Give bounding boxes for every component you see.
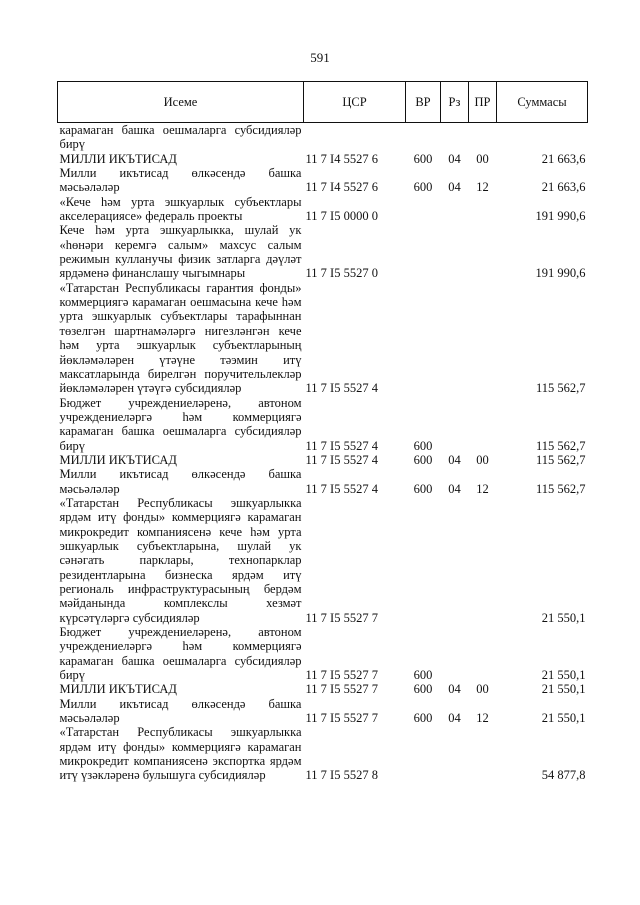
row-code xyxy=(304,123,406,152)
row-vr: 600 xyxy=(413,711,433,726)
row-rz xyxy=(441,223,469,280)
table-row xyxy=(58,467,588,496)
page-number: 591 xyxy=(310,50,330,65)
row-sum: 115 562,7 xyxy=(535,481,586,496)
row-rz xyxy=(441,396,469,453)
row-rz xyxy=(441,496,469,625)
row-pr xyxy=(469,625,497,682)
row-name: Милли икътисад өлкәсендә башка мәсьәләләр xyxy=(59,696,302,726)
table-row xyxy=(58,496,588,625)
row-name: МИЛЛИ ИКЪТИСАД xyxy=(59,151,177,166)
row-sum: 21 550,1 xyxy=(541,711,586,726)
row-sum: 115 562,7 xyxy=(535,381,586,396)
row-name: «Кече һәм урта эшкуарлык субъектлары акселерациясе» федераль проекты xyxy=(59,194,302,224)
row-sum: 115 562,7 xyxy=(535,452,586,467)
row-vr xyxy=(406,725,441,782)
row-pr: 12 xyxy=(476,711,489,726)
row-pr xyxy=(469,396,497,453)
row-rz xyxy=(441,123,469,152)
row-code: 11 7 I5 5527 4 xyxy=(305,481,378,496)
row-code: 11 7 I5 5527 4 xyxy=(305,452,378,467)
table-row xyxy=(58,682,588,696)
table-row xyxy=(58,195,588,224)
row-vr xyxy=(406,123,441,152)
table-row xyxy=(58,123,588,152)
row-pr xyxy=(469,223,497,280)
table-row xyxy=(58,396,588,453)
row-rz xyxy=(441,725,469,782)
row-pr xyxy=(469,195,497,224)
row-code: 11 7 I5 5527 7 xyxy=(305,682,378,697)
row-sum: 191 990,6 xyxy=(535,266,586,281)
row-sum: 21 550,1 xyxy=(541,610,586,625)
row-rz: 04 xyxy=(448,481,461,496)
row-sum: 115 562,7 xyxy=(535,438,586,453)
column-header-sum: Суммасы xyxy=(497,82,588,123)
row-rz xyxy=(441,195,469,224)
table-row xyxy=(58,725,588,782)
row-vr xyxy=(406,195,441,224)
row-code: 11 7 I5 0000 0 xyxy=(305,209,378,224)
row-vr: 600 xyxy=(413,180,433,195)
row-vr: 600 xyxy=(413,438,433,453)
row-rz xyxy=(441,281,469,396)
row-vr: 600 xyxy=(413,151,433,166)
row-code: 11 7 I5 5527 8 xyxy=(305,768,378,783)
table-row xyxy=(58,697,588,726)
row-code: 11 7 I4 5527 6 xyxy=(305,180,378,195)
row-rz: 04 xyxy=(448,682,461,697)
row-code: 11 7 I5 5527 7 xyxy=(305,711,378,726)
row-code: 11 7 I4 5527 6 xyxy=(305,151,378,166)
table-row xyxy=(58,625,588,682)
row-vr xyxy=(406,223,441,280)
row-name: Милли икътисад өлкәсендә башка мәсьәләләр xyxy=(59,166,302,195)
row-name: МИЛЛИ ИКЪТИСАД xyxy=(59,682,177,697)
table-row xyxy=(58,152,588,166)
row-vr: 600 xyxy=(413,452,433,467)
row-pr xyxy=(469,123,497,152)
column-header-name: Исеме xyxy=(58,82,304,123)
row-pr xyxy=(469,496,497,625)
row-sum: 21 550,1 xyxy=(541,668,586,683)
row-pr: 12 xyxy=(476,481,489,496)
row-rz: 04 xyxy=(448,452,461,467)
row-code: 11 7 I5 5527 7 xyxy=(305,610,378,625)
row-pr xyxy=(469,281,497,396)
row-sum: 54 877,8 xyxy=(541,768,586,783)
row-sum: 21 550,1 xyxy=(541,682,586,697)
row-name: «Татарстан Республикасы эшкуарлыкка ярдәм итү фонды» коммерциягә карамаган микрокредит компаниясенә кече һәм урта эшкуарлык субъектларына, шулай ук сәнәгать парклары, технопарклар резидентларына бизнеска ярдәм итү региональ инфраструктурасының бердәм мәйданында комплекслы хезмәт күрсәтүләргә субсидияләр xyxy=(59,495,302,625)
column-header-vr: ВР xyxy=(406,82,441,123)
row-vr: 600 xyxy=(413,682,433,697)
table-row xyxy=(58,166,588,195)
row-code: 11 7 I5 5527 4 xyxy=(305,381,378,396)
row-pr: 00 xyxy=(476,151,489,166)
row-pr: 00 xyxy=(476,452,489,467)
table-row xyxy=(58,223,588,280)
row-sum: 191 990,6 xyxy=(535,209,586,224)
row-rz: 04 xyxy=(448,711,461,726)
table-row xyxy=(58,281,588,396)
row-sum: 21 663,6 xyxy=(541,151,586,166)
row-name: карамаган башка оешмаларга субсидияләр бирү xyxy=(59,123,302,152)
row-name: «Татарстан Республикасы эшкуарлыкка ярдәм итү фонды» коммерциягә карамаган микрокредит компаниясенә экспортка ярдәм итү үзәкләренә булышуга субсидияләр xyxy=(59,725,302,783)
row-rz xyxy=(441,625,469,682)
row-code: 11 7 I5 5527 0 xyxy=(305,266,378,281)
row-pr: 00 xyxy=(476,682,489,697)
row-pr xyxy=(469,725,497,782)
row-code: 11 7 I5 5527 4 xyxy=(305,438,378,453)
row-name: Бюджет учреждениеләренә, автоном учреждениеләргә һәм коммерциягә карамаган башка оешмаларга субсидияләр бирү xyxy=(59,625,302,683)
row-rz: 04 xyxy=(448,151,461,166)
row-code: 11 7 I5 5527 7 xyxy=(305,668,378,683)
row-name: Милли икътисад өлкәсендә башка мәсьәләләр xyxy=(59,467,302,496)
table-header-row xyxy=(58,82,588,123)
row-name: Кече һәм урта эшкуарлыкка, шулай ук «һөнәри керемгә салым» махсус салым режимын кулланучы физик затларга дәүләт ярдәменә финанслашу чыгымнары xyxy=(59,223,302,281)
row-name: «Татарстан Республикасы гарантия фонды» коммерциягә карамаган оешмасына кече һәм урта эшкуарлык субъектлары тарафыннан төзелгән шартнамәләргә нигезләнгән кече һәм урта эшкуарлык субъектларының йөкләмәләрен үтәүне тәэмин итү максатларында бирелгән поручительлекләр йөкләмәләрен үтәүгә субсидияләр xyxy=(59,280,302,396)
column-header-code: ЦСР xyxy=(304,82,406,123)
row-sum: 21 663,6 xyxy=(541,180,586,195)
row-sum xyxy=(497,123,588,152)
budget-table xyxy=(57,81,588,783)
column-header-pr: ПР xyxy=(469,82,497,123)
row-pr: 12 xyxy=(476,180,489,195)
row-vr xyxy=(406,281,441,396)
row-name: Бюджет учреждениеләренә, автоном учреждениеләргә һәм коммерциягә карамаган башка оешмаларга субсидияләр бирү xyxy=(59,395,302,453)
row-vr: 600 xyxy=(413,668,433,683)
column-header-rz: Рз xyxy=(441,82,469,123)
row-vr: 600 xyxy=(413,481,433,496)
table-row xyxy=(58,453,588,467)
row-vr xyxy=(406,496,441,625)
row-name: МИЛЛИ ИКЪТИСАД xyxy=(59,452,177,467)
row-rz: 04 xyxy=(448,180,461,195)
